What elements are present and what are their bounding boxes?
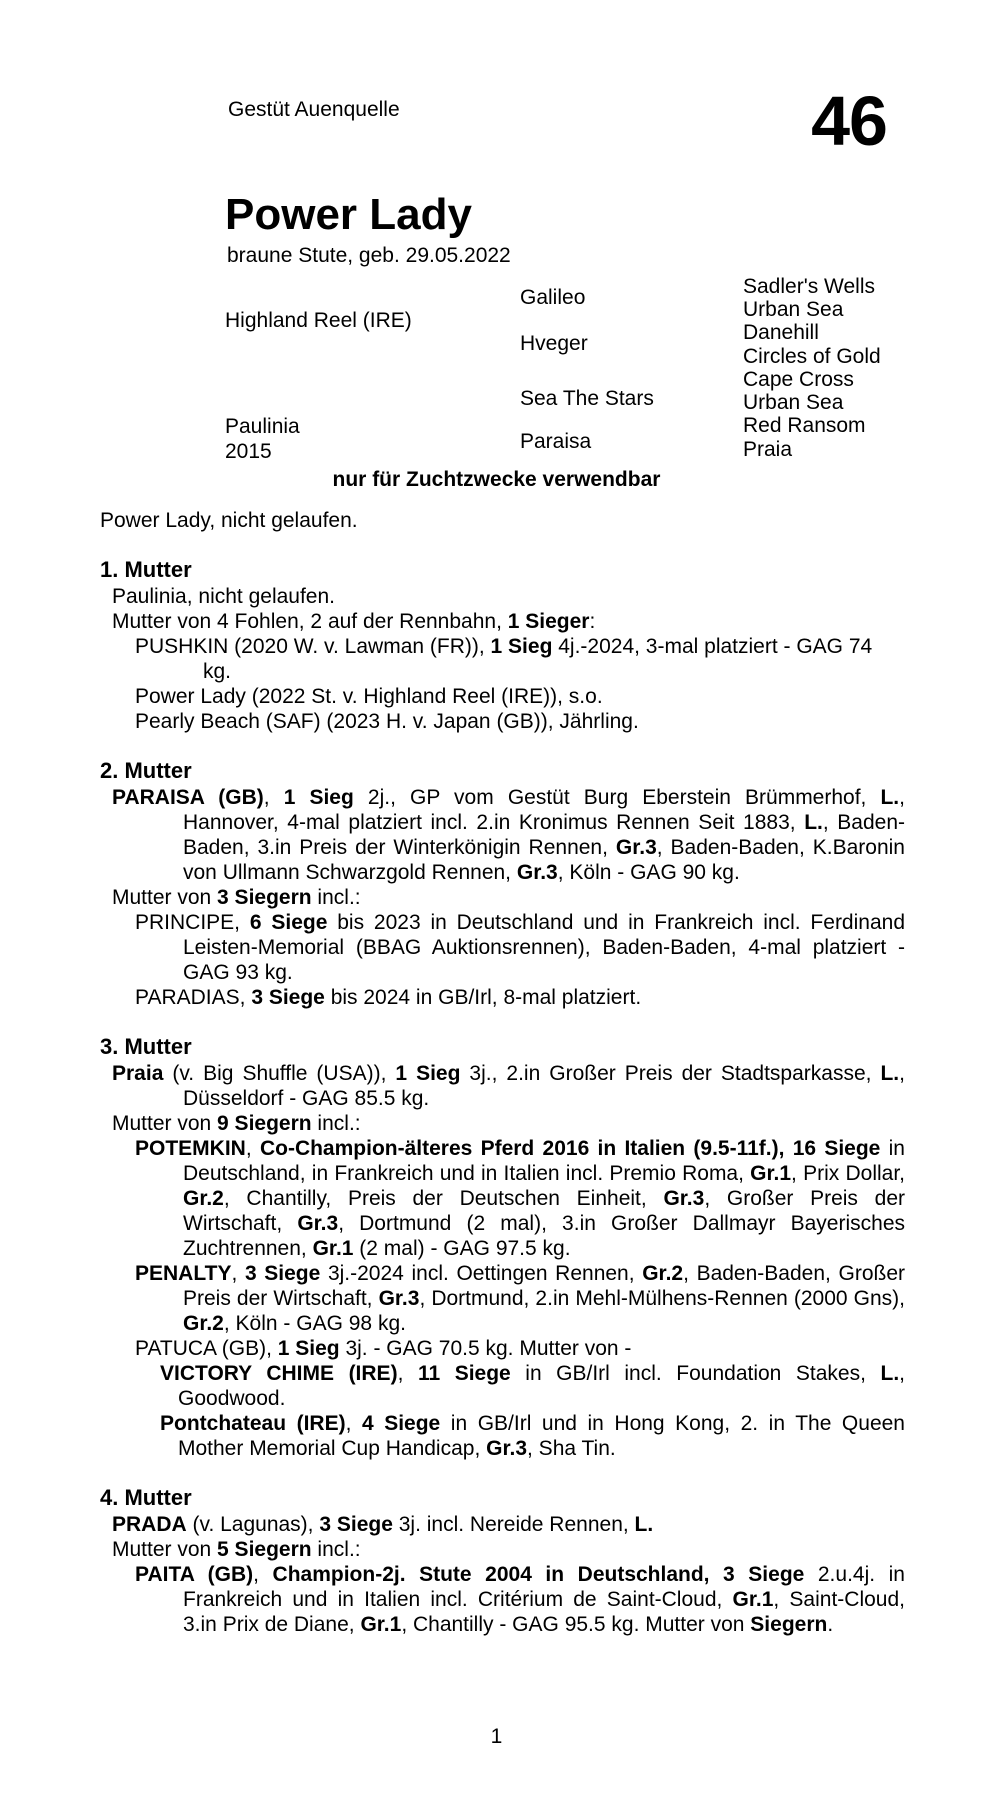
catalog-paragraph: Mutter von 4 Fohlen, 2 auf der Rennbahn, 1 Sieger:	[112, 610, 596, 633]
progeny-entry: PUSHKIN (2020 W. v. Lawman (FR)), 1 Sieg 4j.-2024, 3-mal platziert - GAG 74 kg.	[135, 635, 873, 683]
section-heading: 4. Mutter	[100, 1485, 192, 1510]
pedigree-great-grandparent: Praia	[743, 438, 793, 461]
dam-entry: PRADA (v. Lagunas), 3 Siege 3j. incl. Nereide Rennen, L.	[112, 1513, 654, 1536]
consignor-name: Gestüt Auenquelle	[228, 98, 400, 121]
section-heading: 1. Mutter	[100, 557, 192, 582]
section-heading: 3. Mutter	[100, 1034, 192, 1059]
pedigree-grandparent: Galileo	[520, 286, 586, 309]
catalog-paragraph: Mutter von 3 Siegern incl.:	[112, 886, 361, 909]
breeding-notice: nur für Zuchtzwecke verwendbar	[332, 468, 661, 491]
pedigree-great-grandparent: Urban Sea	[743, 298, 844, 321]
pedigree-great-grandparent: Cape Cross	[743, 368, 854, 391]
catalog-paragraph: Mutter von 5 Siegern incl.:	[112, 1538, 361, 1561]
progeny-entry: Power Lady (2022 St. v. Highland Reel (IRE)), s.o.	[135, 685, 603, 708]
pedigree-great-grandparent: Circles of Gold	[743, 345, 881, 368]
section-dam-1	[100, 556, 905, 734]
lot-number: 46	[811, 82, 887, 160]
race-record: Power Lady, nicht gelaufen.	[100, 509, 358, 532]
pedigree-great-grandparent: Sadler's Wells	[743, 275, 875, 298]
pedigree-grandparent: Paraisa	[520, 430, 592, 453]
pedigree-great-grandparent: Urban Sea	[743, 391, 844, 414]
catalog-paragraph: Paulinia, nicht gelaufen.	[112, 585, 335, 608]
pedigree-dam-year: 2015	[225, 440, 272, 463]
page-number: 1	[490, 1725, 503, 1748]
progeny-entry: PATUCA (GB), 1 Sieg 3j. - GAG 70.5 kg. Mutter von -	[135, 1337, 632, 1360]
section-dam-2	[100, 757, 905, 1010]
catalog-paragraph: Mutter von 9 Siegern incl.:	[112, 1112, 361, 1135]
pedigree-dam	[225, 414, 300, 464]
catalog-body	[100, 508, 905, 1637]
dam-entry: Praia (v. Big Shuffle (USA)), 1 Sieg 3j., 2.in Großer Preis der Stadtsparkasse, L., Düsseldorf - GAG 85.5 kg.	[112, 1062, 905, 1110]
progeny-entry: PENALTY, 3 Siege 3j.-2024 incl. Oettingen Rennen, Gr.2, Baden-Baden, Großer Preis der Wirtschaft, Gr.3, Dortmund, 2.in Mehl-Mülhens-Rennen (2000 Gns), Gr.2, Köln - GAG 98 kg.	[135, 1262, 905, 1335]
progeny-entry: POTEMKIN, Co-Champion-älteres Pferd 2016 in Italien (9.5-11f.), 16 Siege in Deutschland, in Frankreich und in Italien incl. Premio Roma, Gr.1, Prix Dollar, Gr.2, Chantilly, Preis der Deutschen Einheit, Gr.3, Großer Preis der Wirtschaft, Gr.3, Dortmund (2 mal), 3.in Großer Dallmayr Bayerisches Zuchtrennen, Gr.1 (2 mal) - GAG 97.5 kg.	[135, 1137, 906, 1260]
progeny-entry: PAITA (GB), Champion-2j. Stute 2004 in Deutschland, 3 Siege 2.u.4j. in Frankreich und in Italien incl. Critérium de Saint-Cloud, Gr.1, Saint-Cloud, 3.in Prix de Diane, Gr.1, Chantilly - GAG 95.5 kg. Mutter von Siegern.	[135, 1563, 905, 1636]
section-dam-4	[100, 1484, 905, 1637]
progeny-entry: VICTORY CHIME (IRE), 11 Siege in GB/Irl incl. Foundation Stakes, L., Goodwood.	[160, 1362, 906, 1410]
pedigree-great-grandparent: Danehill	[743, 321, 819, 344]
progeny-entry: Pearly Beach (SAF) (2023 H. v. Japan (GB)), Jährling.	[135, 710, 639, 733]
pedigree-sire: Highland Reel (IRE)	[225, 309, 412, 332]
pedigree-grandparent: Sea The Stars	[520, 387, 654, 410]
section-dam-3	[100, 1033, 905, 1461]
pedigree-dam-name: Paulinia	[225, 415, 300, 438]
dam-entry: PARAISA (GB), 1 Sieg 2j., GP vom Gestüt Burg Eberstein Brümmerhof, L., Hannover, 4-mal platziert incl. 2.in Kronimus Rennen Seit 1883, L., Baden-Baden, 3.in Preis der Winterkönigin Rennen, Gr.3, Baden-Baden, K.Baronin von Ullmann Schwarzgold Rennen, Gr.3, Köln - GAG 90 kg.	[112, 786, 906, 884]
progeny-entry: Pontchateau (IRE), 4 Siege in GB/Irl und in Hong Kong, 2. in The Queen Mother Memorial Cup Handicap, Gr.3, Sha Tin.	[160, 1412, 905, 1460]
progeny-entry: PARADIAS, 3 Siege bis 2024 in GB/Irl, 8-mal platziert.	[135, 986, 642, 1009]
horse-description: braune Stute, geb. 29.05.2022	[227, 244, 511, 267]
section-heading: 2. Mutter	[100, 758, 192, 783]
pedigree-grandparent: Hveger	[520, 332, 588, 355]
pedigree-great-grandparent: Red Ransom	[743, 414, 866, 437]
horse-name: Power Lady	[225, 190, 472, 239]
progeny-entry: PRINCIPE, 6 Siege bis 2023 in Deutschland und in Frankreich incl. Ferdinand Leisten-Memorial (BBAG Auktionsrennen), Baden-Baden, 4-mal platziert - GAG 93 kg.	[135, 911, 905, 984]
